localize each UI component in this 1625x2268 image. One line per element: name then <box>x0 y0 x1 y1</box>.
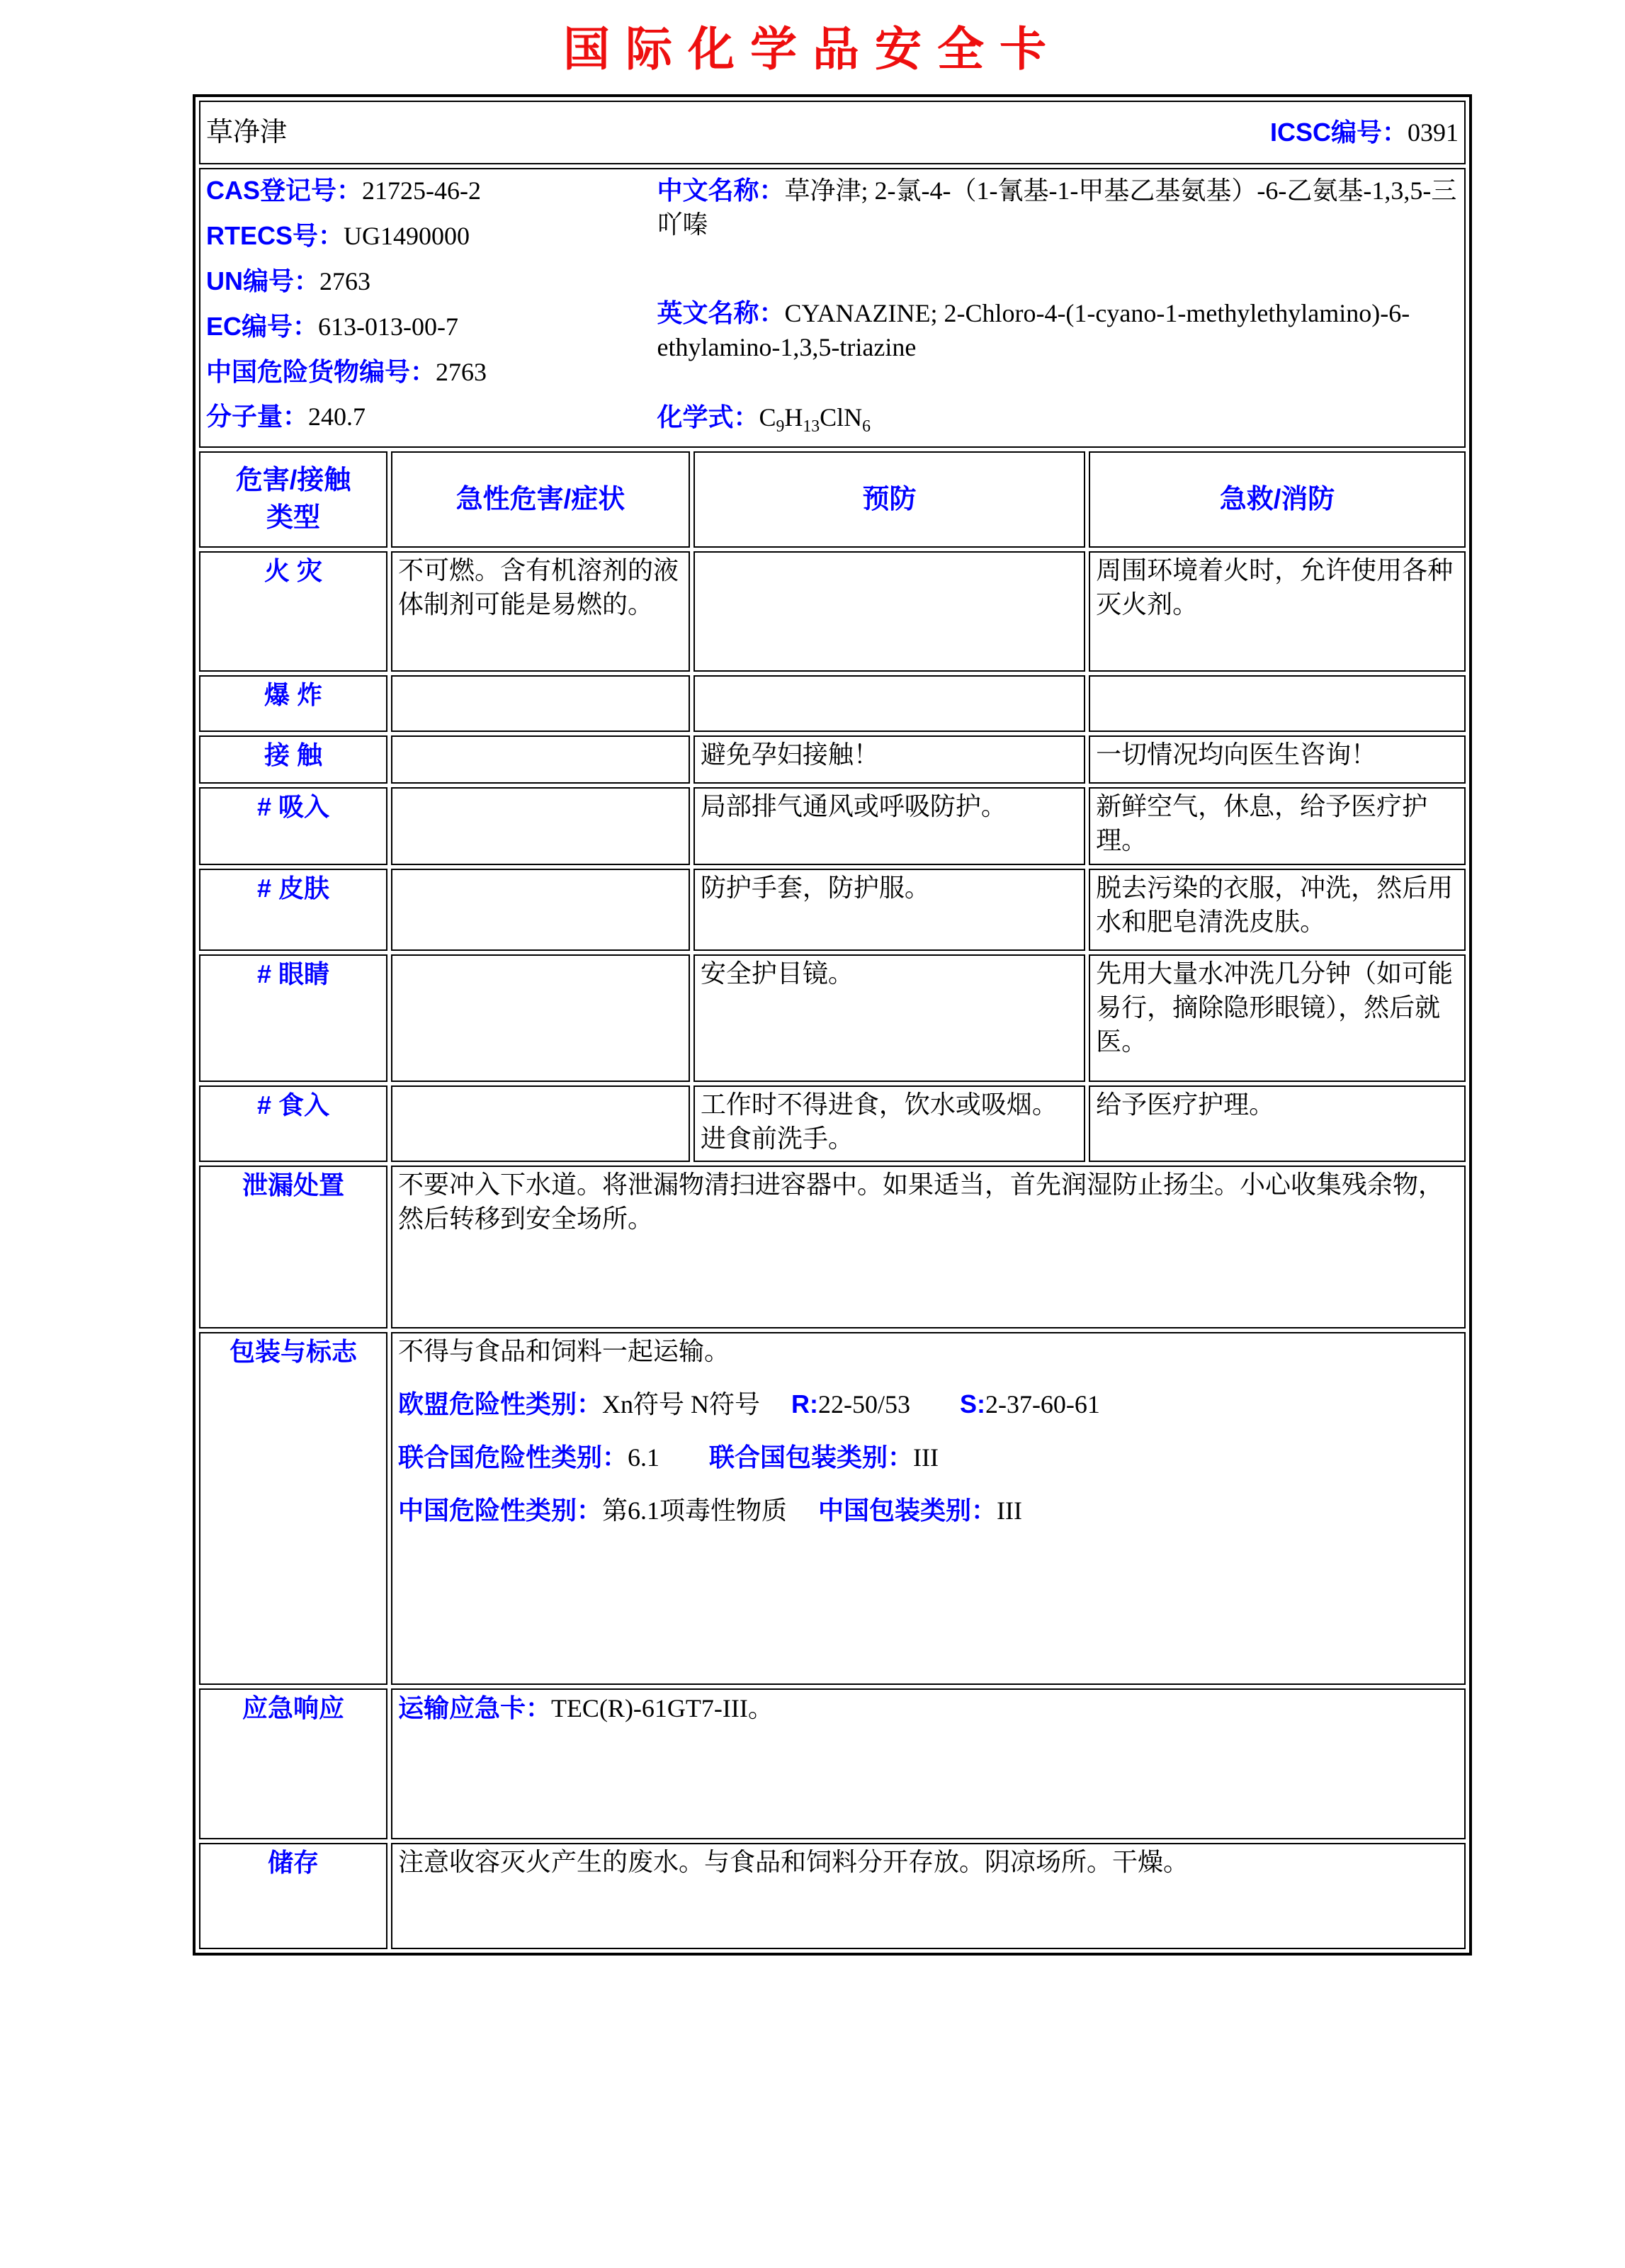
row-skin-symptoms <box>391 869 690 951</box>
identification-cell <box>199 168 1466 448</box>
row-explosion-prevention <box>693 675 1085 732</box>
row-eyes <box>199 954 1466 1082</box>
packaging-eu-classification: 欧盟危险性类别：Xn符号 N符号 R:22-50/53 S:2-37-60-61 <box>397 1389 1100 1419</box>
row-spill-disposal <box>199 1166 1466 1328</box>
packaging-un-classification: 联合国危险性类别：6.1 联合国包装类别：III <box>397 1443 939 1472</box>
identifier-un: UN编号：2763 <box>206 266 370 295</box>
row-fire-firstaid: 周围环境着火时，允许使用各种灭火剂。 <box>1089 551 1466 672</box>
row-ingestion-firstaid: 给予医疗护理。 <box>1089 1085 1466 1162</box>
row-explosion-firstaid <box>1089 675 1466 732</box>
chemical-formula: $C_9H_{13}ClN_6$ <box>759 402 871 436</box>
row-exposure-label: 接 触 <box>199 735 387 784</box>
row-exposure-symptoms <box>391 735 690 784</box>
row-skin-firstaid: 脱去污染的衣服，冲洗，然后用水和肥皂清洗皮肤。 <box>1089 869 1466 951</box>
row-storage-text: 注意收容灭火产生的废水。与食品和饲料分开存放。阴凉场所。干燥。 <box>391 1843 1466 1949</box>
row-eyes-label: # 眼睛 <box>199 954 387 1082</box>
identifier-molecular-weight: 分子量：240.7 <box>206 402 366 431</box>
row-storage-label: 储存 <box>199 1843 387 1949</box>
transport-emergency-card-value: TEC(R)-61GT7-III。 <box>550 1694 774 1723</box>
page-title: 国际化学品安全卡 <box>563 23 1062 75</box>
card-header-cell <box>199 101 1466 164</box>
page <box>0 11 1625 1956</box>
row-inhalation-symptoms <box>391 787 690 865</box>
icsc-number-group <box>1270 115 1459 150</box>
row-ingestion-prevention: 工作时不得进食，饮水或吸烟。进食前洗手。 <box>693 1085 1085 1162</box>
row-explosion-symptoms <box>391 675 690 732</box>
identifier-cas: CAS登记号：21725-46-2 <box>206 176 481 205</box>
packaging-transport-note: 不得与食品和饲料一起运输。 <box>397 1337 730 1366</box>
transport-emergency-card-label: 运输应急卡： <box>397 1693 551 1723</box>
row-exposure-firstaid: 一切情况均向医生咨询！ <box>1089 735 1466 784</box>
row-ingestion <box>199 1085 1466 1162</box>
english-name-line: 英文名称：CYANAZINE; 2-Chloro-4-(1-cyano-1-methylethylamino)-6-ethylamino-1,3,5-triazine <box>657 298 1410 361</box>
row-inhalation-firstaid: 新鲜空气，休息，给予医疗护理。 <box>1089 787 1466 865</box>
hazard-table-header-row <box>199 451 1466 548</box>
row-inhalation-label: # 吸入 <box>199 787 387 865</box>
row-explosion <box>199 675 1466 732</box>
identifier-ec: EC编号：613-013-00-7 <box>206 311 458 341</box>
row-storage <box>199 1843 1466 1949</box>
row-eyes-firstaid: 先用大量水冲洗几分钟（如可能易行，摘除隐形眼镜），然后就医。 <box>1089 954 1466 1082</box>
header-acute-hazards: 急性危害/症状 <box>391 451 690 548</box>
row-skin-label: # 皮肤 <box>199 869 387 951</box>
row-skin-prevention: 防护手套，防护服。 <box>693 869 1085 951</box>
card-header-row <box>199 101 1466 164</box>
row-skin <box>199 869 1466 951</box>
identification-row <box>199 168 1466 448</box>
row-eyes-prevention: 安全护目镜。 <box>693 954 1085 1082</box>
row-fire <box>199 551 1466 672</box>
row-packaging-labelling <box>199 1332 1466 1685</box>
row-fire-symptoms: 不可燃。含有机溶剂的液体制剂可能是易燃的。 <box>391 551 690 672</box>
row-spill-label: 泄漏处置 <box>199 1166 387 1328</box>
packaging-cn-classification: 中国危险性类别：第6.1项毒性物质 中国包装类别：III <box>397 1495 1022 1525</box>
row-emergency-label: 应急响应 <box>199 1688 387 1839</box>
row-exposure <box>199 735 1466 784</box>
row-ingestion-label: # 食入 <box>199 1085 387 1162</box>
row-inhalation-prevention: 局部排气通风或呼吸防护。 <box>693 787 1085 865</box>
row-emergency-content <box>391 1688 1466 1839</box>
substance-name: 草净津 <box>206 117 288 147</box>
names-block <box>657 171 1459 445</box>
identifier-list <box>206 171 657 445</box>
row-fire-prevention <box>693 551 1085 672</box>
row-emergency-response <box>199 1688 1466 1839</box>
row-ingestion-symptoms <box>391 1085 690 1162</box>
chinese-name-line: 中文名称：草净津; 2-氯-4-（1-氰基-1-甲基乙基氨基）-6-乙氨基-1,3,5-三吖嗪 <box>657 176 1457 239</box>
row-eyes-symptoms <box>391 954 690 1082</box>
header-prevention: 预防 <box>693 451 1085 548</box>
row-exposure-prevention: 避免孕妇接触！ <box>693 735 1085 784</box>
icsc-number-label: ICSC编号： <box>1269 117 1408 147</box>
header-firstaid-firefighting: 急救/消防 <box>1089 451 1466 548</box>
header-hazard-type: 危害/接触 类型 <box>199 451 387 548</box>
row-explosion-label: 爆 炸 <box>199 675 387 732</box>
row-packaging-label: 包装与标志 <box>199 1332 387 1685</box>
identifier-rtecs: RTECS号：UG1490000 <box>206 220 470 250</box>
icsc-number-value: 0391 <box>1408 118 1459 147</box>
row-inhalation <box>199 787 1466 865</box>
row-packaging-content <box>391 1332 1466 1685</box>
row-fire-label: 火 灾 <box>199 551 387 672</box>
chemical-formula-line: 化学式：$C_9H_{13}ClN_6$ <box>657 402 871 436</box>
identifier-cn-dangerous-goods: 中国危险货物编号：2763 <box>206 356 487 386</box>
icsc-card-table <box>193 94 1472 1956</box>
row-spill-text: 不要冲入下水道。将泄漏物清扫进容器中。如果适当，首先润湿防止扬尘。小心收集残余物，然后转移到安全场所。 <box>391 1166 1466 1328</box>
